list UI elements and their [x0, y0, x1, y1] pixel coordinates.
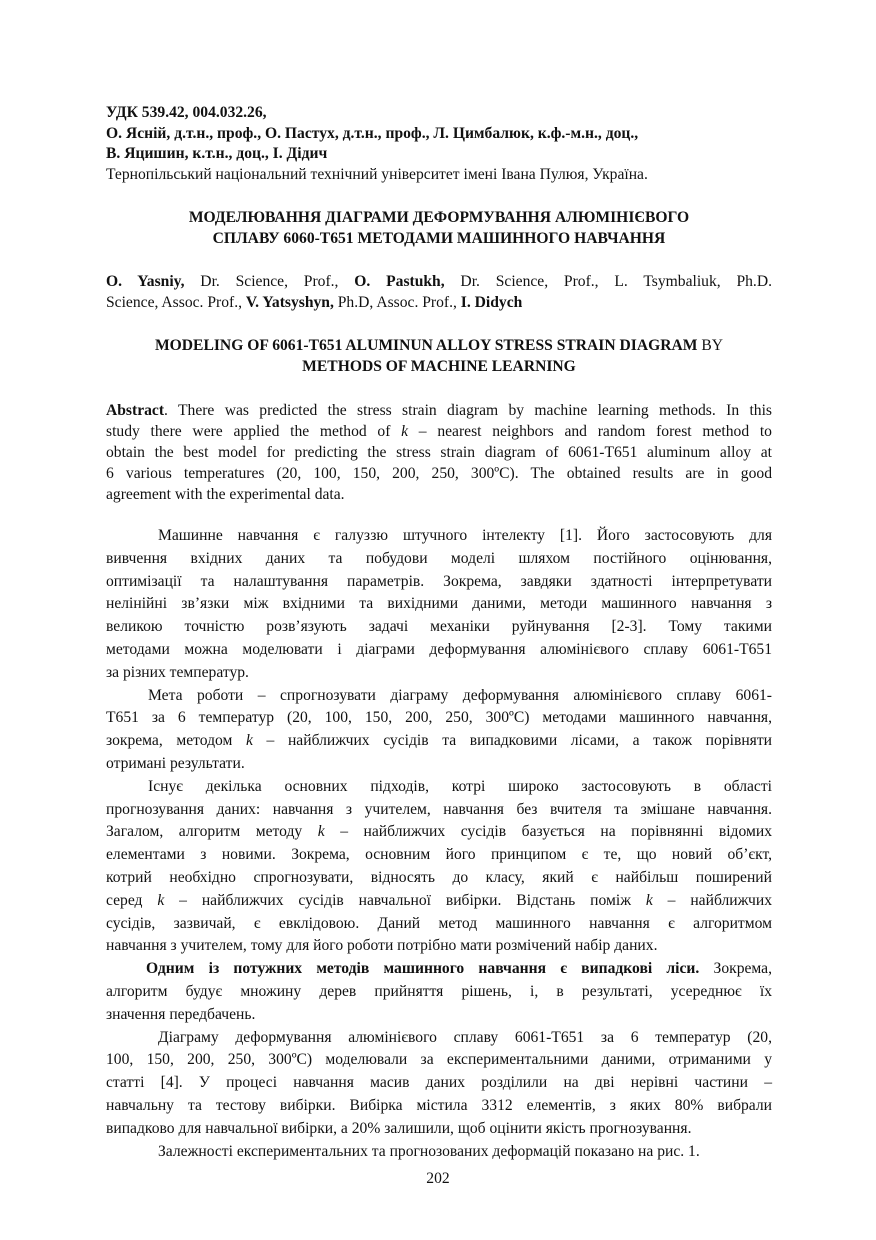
text-span: – найближчих сусідів та випадковими лісами, а також порівняти [252, 732, 772, 750]
udc-code: УДК 539.42, 004.032.26, [106, 104, 267, 121]
authors-ua-line1: О. Ясній, д.т.н., проф., О. Пастух, д.т.н., проф., Л. Цимбалюк, к.ф.-м.н., доц., [106, 124, 639, 142]
text-line: Машинне навчання є галуззю штучного інтелекту [1]. Його застосовують для [158, 527, 772, 544]
text-line [106, 730, 772, 753]
abstract-line [106, 421, 772, 442]
text-line [106, 958, 772, 981]
text-line [106, 890, 772, 913]
author-degree: Ph.D, Assoc. Prof., [333, 294, 461, 311]
title-ua-line1: МОДЕЛЮВАННЯ ДІАГРАМИ ДЕФОРМУВАННЯ АЛЮМІНІЄВОГО [188, 209, 690, 226]
text-line: Мета роботи – спрогнозувати діаграму деформування алюмінієвого сплаву 6061- [148, 686, 772, 704]
text-line: навчання з учителем, тому для його роботи потрібно мати розмічений набір даних. [106, 937, 658, 955]
text-span: серед [106, 891, 158, 909]
page-number: 202 [426, 1170, 450, 1187]
authors-en-line1 [106, 271, 772, 292]
text-line: випадково для навчальної вибірки, а 20% залишили, щоб оцінити якість прогнозування. [106, 1119, 692, 1137]
text-span: – найближчих сусідів навчальної вибірки. Відстань поміж [164, 891, 646, 909]
abstract [106, 400, 772, 505]
text-line: Діаграму деформування алюмінієвого сплаву 6061-Т651 за 6 температур (20, [158, 1028, 772, 1046]
abstract-line [106, 400, 772, 421]
paragraph-4 [106, 958, 772, 1026]
paragraph-2 [106, 685, 772, 776]
author-name: V. Yatsyshyn, [245, 294, 334, 311]
text-line [106, 821, 772, 844]
abstract-line: 6 various temperatures (20, 100, 150, 200, 250, 300ºC). The obtained results are in good [106, 465, 772, 482]
title-ukrainian [106, 207, 772, 249]
authors-en-line2 [106, 292, 772, 313]
abstract-text: – nearest neighbors and random forest method to [408, 423, 772, 440]
text-line: котрий необхідно спрогнозувати, відносять до класу, який є найбільш поширений [106, 868, 772, 886]
title-english [106, 335, 772, 377]
text-line: вивчення вхідних даних та побудови моделі шляхом постійного оцінювання, [106, 549, 772, 567]
text-line: Існує декілька основних підходів, котрі широко застосовують в області [148, 777, 772, 795]
authors-ua-line2: В. Яцишин, к.т.н., доц., І. Дідич [106, 145, 328, 162]
paragraph-5 [106, 1027, 772, 1141]
author-degree: Science, Assoc. Prof., [106, 294, 246, 311]
text-span: зокрема, методом [106, 732, 247, 750]
title-ua-line2: СПЛАВУ 6060-Т651 МЕТОДАМИ МАШИННОГО НАВЧАННЯ [212, 230, 666, 247]
author-degree: Dr. Science, Prof., L. Tsymbaliuk, Ph.D. [444, 273, 772, 290]
text-line: отримані результати. [106, 754, 245, 772]
text-line: 100, 150, 200, 250, 300ºС) моделювали за експериментальними даними, отриманими у [106, 1051, 772, 1069]
abstract-line: agreement with the experimental data. [106, 486, 345, 503]
text-line: нелінійні зв’язки між вхідними та вихідними даними, методи машинного навчання з [106, 595, 772, 613]
title-en-line1 [106, 335, 772, 356]
text-line: статті [4]. У процесі навчання масив даних розділили на дві нерівні частини – [106, 1074, 772, 1092]
paragraph-6 [106, 1141, 772, 1164]
math-k: k [317, 823, 325, 841]
text-span: Зокрема, [699, 960, 772, 978]
math-k: k [157, 891, 165, 909]
text-line: алгоритм будує множину дерев прийняття рішень, і, в результаті, усереднює їх [106, 982, 772, 1000]
math-k: k [401, 423, 409, 440]
text-line: Залежності експериментальних та прогнозованих деформацій показано на рис. 1. [158, 1142, 700, 1160]
abstract-line: obtain the best model for predicting the stress strain diagram of 6061-T651 aluminum alloy at [106, 444, 772, 461]
abstract-label: Abstract [106, 402, 165, 419]
text-line: великою точністю розв’язують задачі механіки руйнування [2-3]. Тому такими [106, 618, 772, 636]
author-name: O. Yasniy, [106, 273, 185, 290]
bold-text: Одним із потужних методів машинного навчання є випадкові ліси. [146, 960, 700, 978]
text-line: за різних температур. [106, 663, 249, 681]
text-line: прогнозування даних: навчання з учителем, навчання без вчителя та змішане навчання. [106, 800, 772, 818]
title-en-main: MODELING OF 6061-T651 ALUMINUN ALLOY STRESS STRAIN DIAGRAM [154, 337, 698, 354]
title-en-tail: BY [697, 337, 724, 354]
author-name: I. Didych [460, 294, 523, 311]
text-line: сусідів, зазвичай, є евклідовою. Даний метод машинного навчання є алгоритмом [106, 914, 772, 932]
authors-english [106, 271, 772, 313]
author-degree: Dr. Science, Prof., [184, 273, 355, 290]
paragraph-1 [106, 525, 772, 685]
paper-header [106, 103, 772, 185]
text-line: методами можна моделювати і діаграми деформування алюмінієвого сплаву 6061-Т651 [106, 640, 772, 658]
paper-page [106, 103, 772, 1163]
abstract-text: . There was predicted the stress strain diagram by machine learning methods. In this [164, 402, 772, 419]
author-name: O. Pastukh, [354, 273, 445, 290]
math-k: k [246, 732, 253, 750]
text-span: Загалом, алгоритм методу [106, 823, 318, 841]
text-line: Т651 за 6 температур (20, 100, 150, 200, 250, 300ºС) методами машинного навчання, [106, 709, 772, 727]
paragraph-3 [106, 776, 772, 958]
text-span: – найближчих [652, 891, 772, 909]
title-en-line2: METHODS OF MACHINE LEARNING [302, 358, 576, 375]
math-k: k [645, 891, 653, 909]
text-line: елементами з новими. Зокрема, основним його принципом є те, що новий об’єкт, [106, 846, 772, 864]
body-text [106, 525, 772, 1163]
affiliation: Тернопільський національний технічний університет імені Івана Пулюя, Україна. [106, 165, 648, 183]
abstract-text: study there were applied the method of [106, 423, 402, 440]
text-line: навчальну та тестову вибірки. Вибірка містила 3312 елементів, з яких 80% вибрали [106, 1096, 772, 1114]
text-line: оптимізації та налаштування параметрів. Зокрема, завдяки здатності інтерпретувати [106, 572, 772, 590]
text-span: – найближчих сусідів базується на порівнянні відомих [324, 823, 772, 841]
text-line: значення передбачень. [106, 1005, 256, 1023]
